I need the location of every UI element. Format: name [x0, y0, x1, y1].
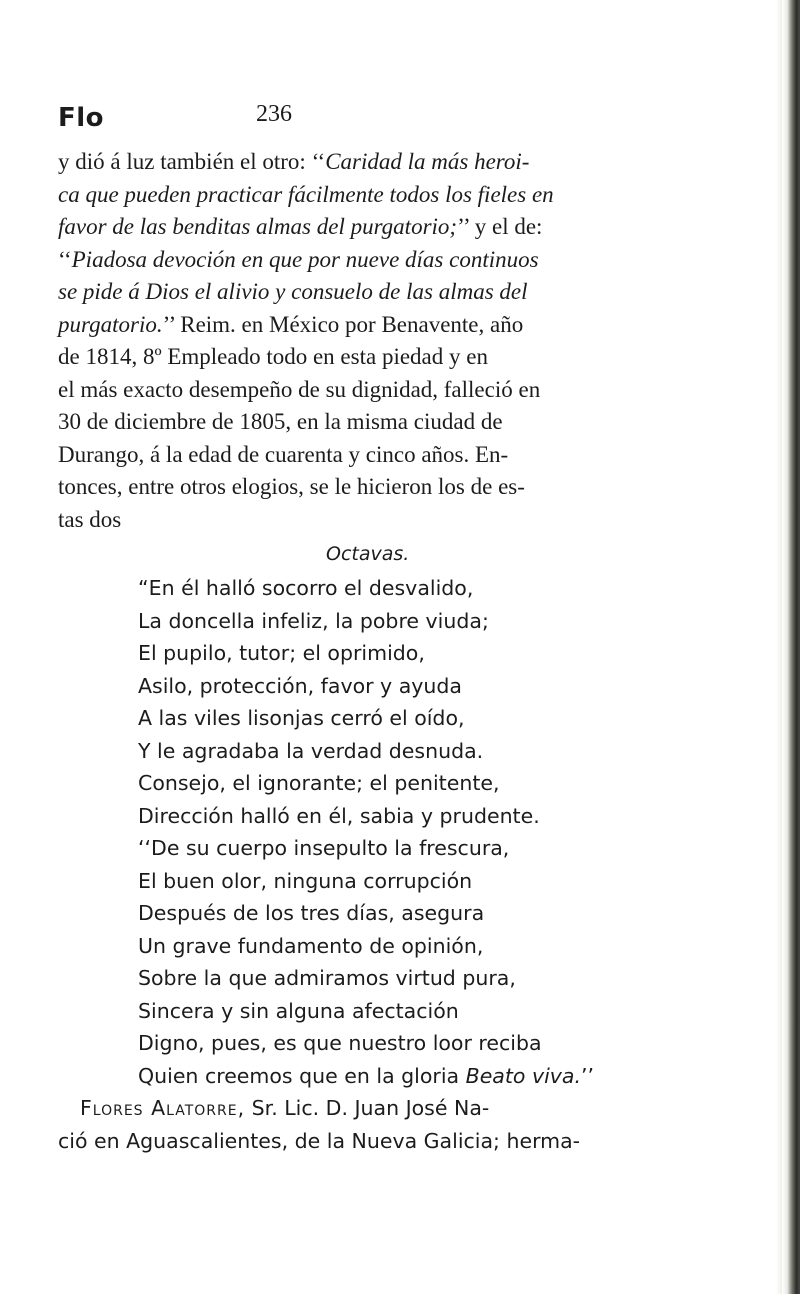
- italic-title: Caridad la más heroi-: [325, 149, 530, 174]
- italic-title: Piadosa devoción en que por nueve días continuos: [71, 246, 539, 272]
- text-run: ’’: [581, 1063, 595, 1088]
- running-head-title: Flo: [58, 103, 105, 133]
- text-line: de 1814, 8º Empleado todo en esta piedad y en: [58, 344, 488, 369]
- verse-line: Consejo, el ignorante; el penitente,: [138, 771, 500, 795]
- text-run: Sr. Lic. D. Juan José Na-: [245, 1096, 490, 1120]
- page-number: 236: [256, 101, 292, 127]
- text-line: 30 de diciembre de 1805, en la misma ciudad de: [58, 409, 503, 434]
- book-spine: [782, 0, 800, 1294]
- text-line: Durango, á la edad de cuarenta y cinco años. En-: [58, 441, 509, 467]
- verse-line: Sobre la que admiramos virtud pura,: [138, 966, 516, 990]
- italic-title: purgatorio.: [58, 311, 163, 337]
- text-line: [58, 309, 738, 342]
- verse-line: Asilo, protección, favor y ayuda: [138, 673, 462, 698]
- verse-line: “En él halló socorro el desvalido,: [138, 576, 474, 600]
- verse-line: Y le agradaba la verdad desnuda.: [138, 738, 484, 763]
- text-line: [58, 1092, 738, 1125]
- text-line: [58, 179, 738, 212]
- page-text: [58, 146, 738, 1157]
- verse-line: La doncella infeliz, la pobre viuda;: [138, 608, 489, 633]
- text-run: y dió á luz también el otro: ‘‘: [58, 149, 326, 174]
- verse-line: El pupilo, tutor; el oprimido,: [138, 641, 425, 665]
- italic-title: se pide á Dios el alivio y consuelo de las almas del: [58, 279, 528, 304]
- verse-line: Dirección halló en él, sabia y prudente.: [138, 803, 540, 828]
- italic-title: favor de las benditas almas del purgatorio;: [58, 214, 458, 239]
- text-run: Quien creemos que en la gloria: [138, 1063, 466, 1088]
- italic-title: ca que pueden practicar fácilmente todos los fieles en: [58, 181, 554, 207]
- verse-line: Un grave fundamento de opinión,: [138, 933, 484, 958]
- italic-phrase: Beato viva.: [465, 1063, 581, 1088]
- verse-block: [58, 572, 738, 1092]
- verse-line: ‘‘De su cuerpo insepulto la frescura,: [138, 836, 510, 860]
- text-run: ’’ Reim. en México por Benavente, año: [162, 311, 524, 337]
- text-line: el más exacto desempeño de su dignidad, falleció en: [58, 376, 541, 402]
- verse-line: El buen olor, ninguna corrupción: [138, 868, 473, 893]
- verse-line: Digno, pues, es que nuestro loor reciba: [138, 1031, 542, 1055]
- text-line: [58, 244, 738, 277]
- running-head: [58, 95, 720, 135]
- text-line: tonces, entre otros elogios, se le hicieron los de es-: [58, 474, 525, 499]
- text-line: [58, 276, 738, 309]
- verse-line: Sincera y sin alguna afectación: [138, 998, 459, 1023]
- text-run: ’’ y el de:: [457, 214, 543, 239]
- text-run: ‘‘: [58, 246, 72, 272]
- verse-line: A las viles lisonjas cerró el oído,: [138, 706, 465, 730]
- section-heading: Octavas.: [326, 543, 410, 565]
- text-line: [58, 211, 738, 244]
- entry-name: Flores Alatorre,: [80, 1096, 246, 1120]
- body-paragraph: [58, 146, 738, 536]
- text-line: ció en Aguascalientes, de la Nueva Galicia; herma-: [58, 1128, 581, 1153]
- verse-line: [138, 1060, 738, 1093]
- verse-line: Después de los tres días, asegura: [138, 901, 485, 925]
- entry-paragraph: [58, 1092, 738, 1157]
- text-line: tas dos: [58, 506, 122, 532]
- text-line: [58, 146, 738, 179]
